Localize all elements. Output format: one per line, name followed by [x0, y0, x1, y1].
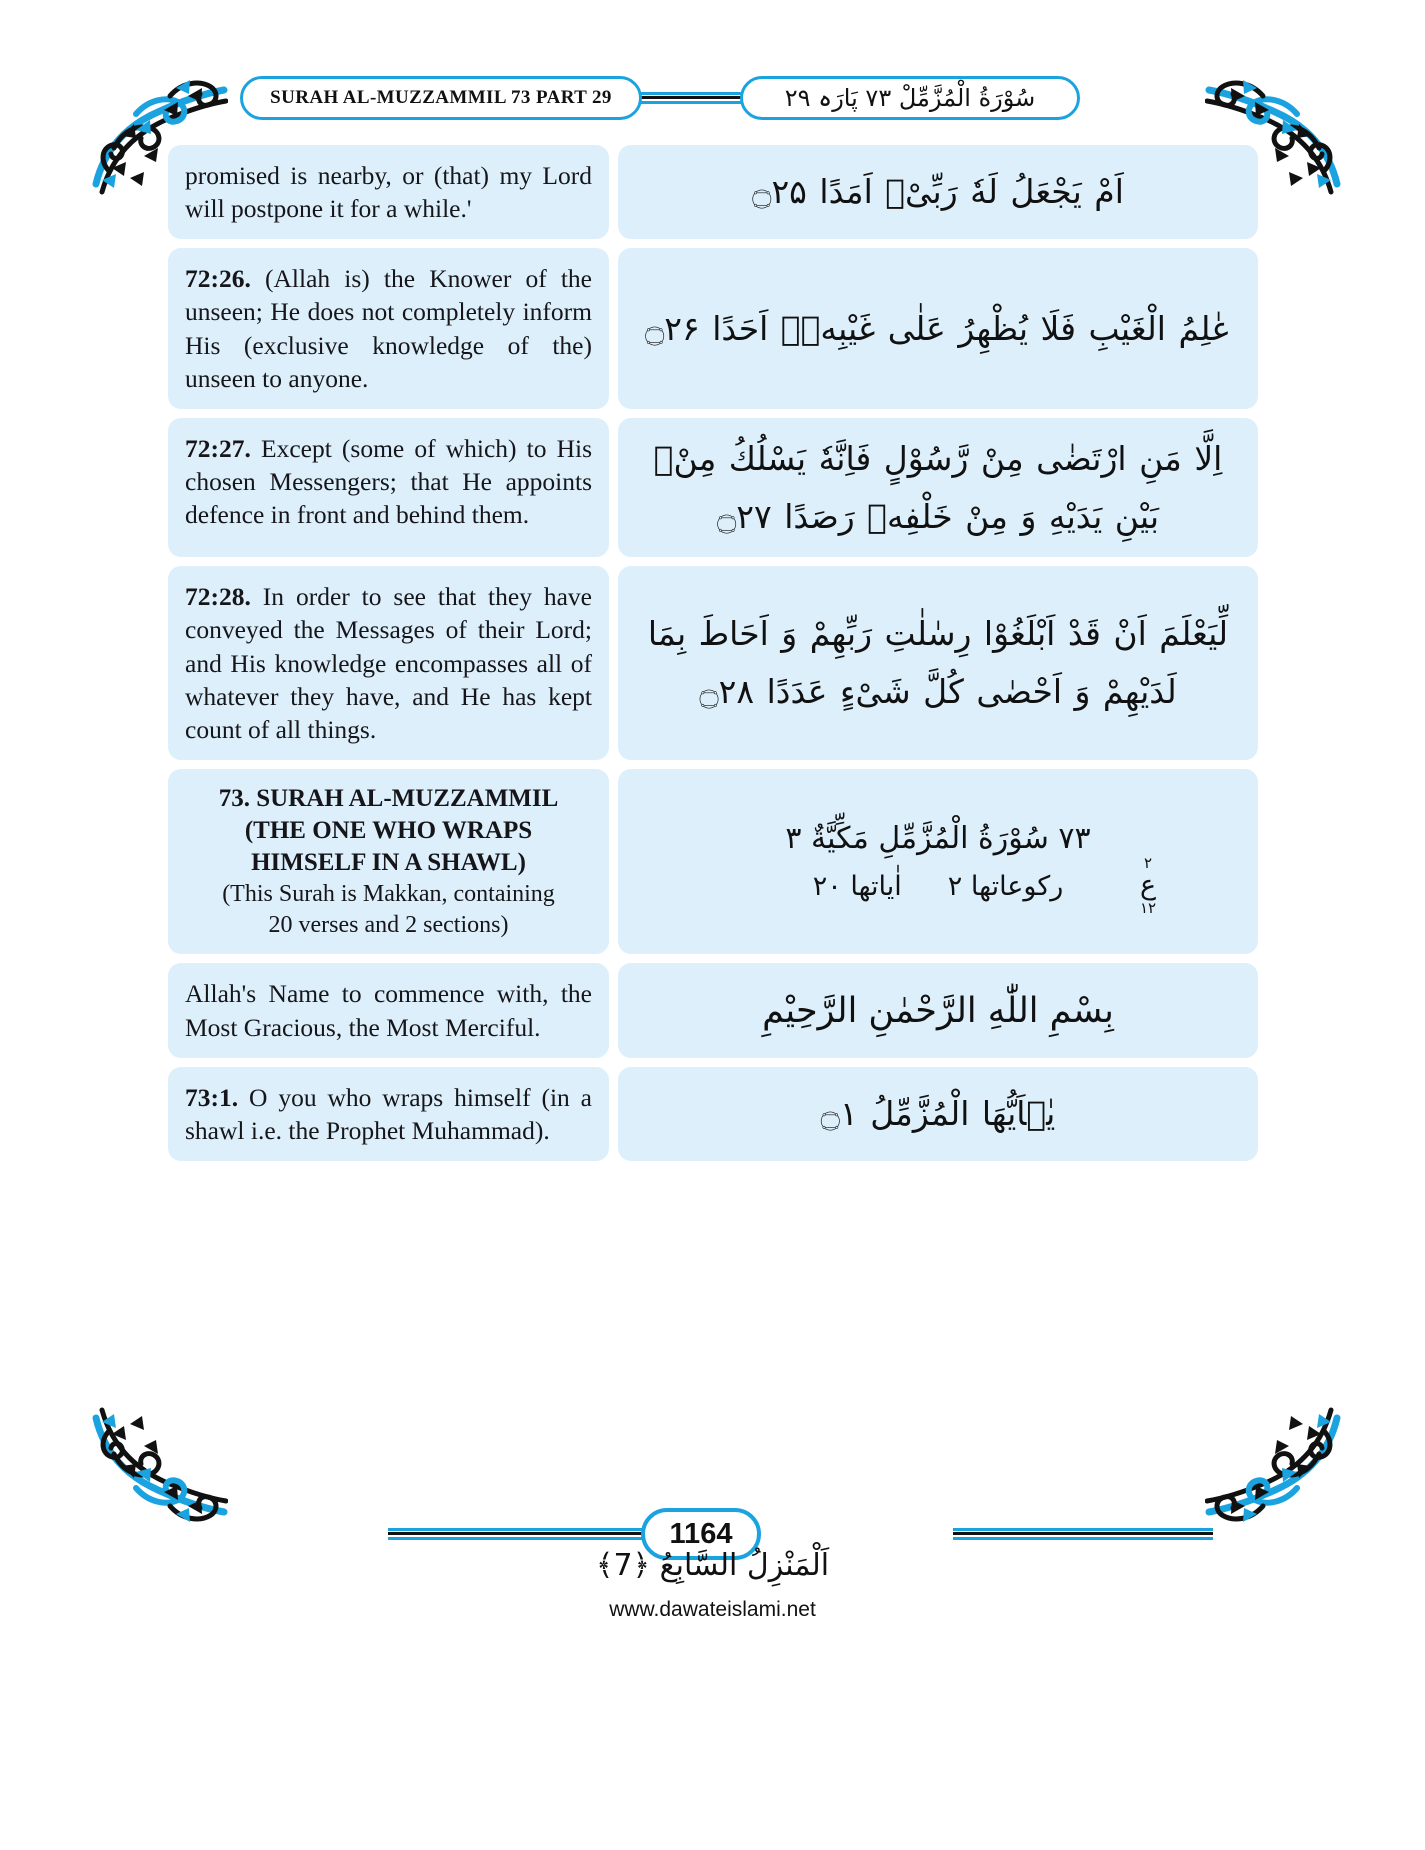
bismillah-translation-text: Allah's Name to commence with, the Most Gracious, the Most Merciful.: [185, 979, 592, 1042]
surah-heading-row: [168, 769, 1258, 954]
header-pill-surah-arabic: [740, 76, 1080, 120]
footer-rule-right: [953, 1528, 1213, 1540]
arabic-text: يٰۤاَيُّهَا الْمُزَّمِّلُ ۝۱: [820, 1094, 1056, 1134]
surah-ruku-count: ٢: [947, 871, 963, 903]
translation-cell: [168, 1067, 609, 1161]
ruku-marker-top: ٢: [1143, 854, 1153, 872]
translation-cell: [168, 145, 609, 239]
arabic-text: اِلَّا مَنِ ارْتَضٰى مِنْ رَّسُوْلٍ فَاِنَّهٗ يَسْلُكُ مِنْۢ بَيْنِ يَدَيْهِ وَ مِنْ خَلْفِهٖ رَصَدًا ۝۲۷: [653, 438, 1223, 536]
translation-text: promised is nearby, or (that) my Lord will postpone it for a while.': [185, 161, 592, 224]
surah-ayat-count: ٢٠: [812, 871, 842, 903]
translation-body: O you who wraps himself (in a shawl i.e. the Prophet Muhammad).: [185, 1082, 592, 1145]
verse-row: [168, 566, 1258, 760]
translation-text: [185, 1081, 592, 1147]
surah-subtitle-line-2: 20 verses and 2 sections): [268, 911, 509, 938]
translation-cell: [168, 566, 609, 760]
bismillah-arabic-cell: [618, 963, 1258, 1057]
surah-arabic-name-line: ٧٣ سُوْرَةُ الْمُزَّمِّلِ مَكِّيَّةٌ ٣: [785, 821, 1091, 857]
page-header: [88, 62, 1337, 138]
arabic-cell: [618, 418, 1258, 558]
footer-website-url[interactable]: www.dawateislami.net: [609, 1598, 816, 1621]
surah-ayat-group: [813, 864, 902, 910]
bismillah-arabic-text: بِسْمِ اللّٰهِ الرَّحْمٰنِ الرَّحِيْمِ: [762, 990, 1114, 1031]
verse-list: [168, 145, 1258, 1435]
verse-row: [168, 145, 1258, 239]
header-connector-rule: [636, 92, 746, 104]
translation-text: [185, 432, 592, 531]
page-number: 1164: [669, 1517, 733, 1550]
verse-row: [168, 418, 1258, 558]
footer-manzil-arabic: اَلْمَنْزِلُ السَّابِعُ ﴿7﴾: [595, 1548, 830, 1583]
verse-row: [168, 1067, 1258, 1161]
arabic-cell: [618, 1067, 1258, 1161]
verse-number: 72:27.: [185, 433, 251, 463]
ruku-section-marker: [1128, 855, 1168, 917]
translation-text: [185, 262, 592, 395]
verse-number: 72:26.: [185, 264, 251, 294]
surah-title-line-3: HIMSELF IN A SHAWL): [251, 849, 526, 877]
surah-heading-english-cell: [168, 769, 609, 954]
bismillah-row: [168, 963, 1258, 1057]
surah-subtitle-line-1: (This Surah is Makkan, containing: [222, 881, 555, 908]
ruku-marker-symbol: ع: [1139, 870, 1157, 902]
verse-number: 73:1.: [185, 1082, 239, 1112]
header-title-arabic: سُوْرَةُ الْمُزَّمِّلْ ٧٣ پَارَہ ٢٩: [784, 84, 1036, 112]
surah-title-line-2: (THE ONE WHO WRAPS: [244, 817, 533, 845]
translation-body: Except (some of which) to His chosen Messengers; that He appoints defence in front and behind them.: [185, 433, 592, 530]
translation-body: (Allah is) the Knower of the unseen; He does not completely inform His (exclusive knowledge of the) unseen to anyone.: [185, 264, 592, 393]
bismillah-translation-cell: [168, 963, 609, 1057]
verse-row: [168, 248, 1258, 409]
arabic-cell: [618, 248, 1258, 409]
surah-title-line-1: 73. SURAH AL-MUZZAMMIL: [218, 785, 559, 813]
arabic-text: عٰلِمُ الْغَيْبِ فَلَا يُظْهِرُ عَلٰى غَيْبِهٖۤ اَحَدًا ۝۲۶: [644, 308, 1232, 348]
translation-cell: [168, 248, 609, 409]
arabic-cell: [618, 566, 1258, 760]
arabic-text: لِّيَعْلَمَ اَنْ قَدْ اَبْلَغُوْا رِسٰلٰتِ رَبِّهِمْ وَ اَحَاطَ بِمَا لَدَيْهِمْ وَ اَحْصٰى كُلَّ شَیْءٍ عَدَدًا ۝۲۸: [647, 614, 1229, 712]
arabic-text: اَمْ يَجْعَلُ لَهٗ رَبِّیْۤ اَمَدًا ۝۲۵: [752, 172, 1124, 212]
surah-ruku-group: [948, 864, 1063, 910]
translation-cell: [168, 418, 609, 558]
verse-number: 72:28.: [185, 582, 251, 612]
surah-ayat-label: اٰیاتھا: [850, 871, 902, 903]
footer-rule-left: [388, 1528, 648, 1540]
ruku-marker-bottom: ١٢: [1139, 899, 1157, 918]
header-pill-surah-english: [240, 76, 642, 120]
translation-text: [185, 580, 592, 746]
surah-ruku-label: رکوعاتھا: [970, 871, 1064, 903]
arabic-cell: [618, 145, 1258, 239]
header-title-english: SURAH AL-MUZZAMMIL 73 PART 29: [270, 87, 612, 108]
translation-body: In order to see that they have conveyed the Messages of their Lord; and His knowledge encompasses all of whatever they have, and He has kept count of all things.: [185, 582, 593, 744]
